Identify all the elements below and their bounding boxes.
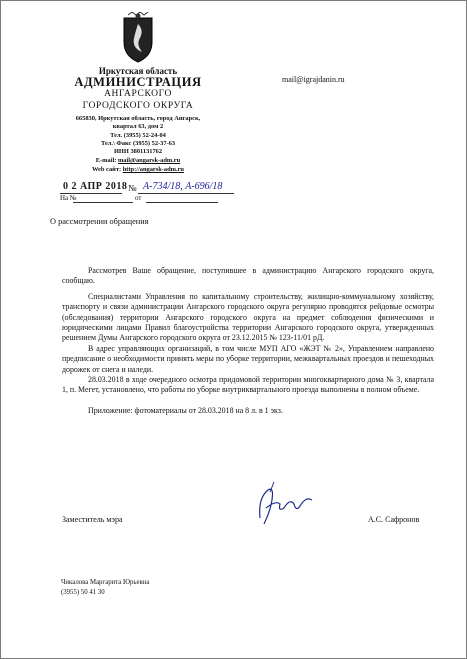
paragraph-2: Специалистами Управления по капитальному строительству, жилищно-коммунальному хозяйству, транспорту и связи администрации Ангарского городского округа регулярно проводятся рейдовые осмотры (обследования) территории Ангарского городского округа на предмет соблюдения физическими и юридическими лицами Правил благоустройства территории Ангарского городского округа, утвержденных решением Думы Ангарского городского округа от 23.12.2015 № 123-11/01 рД. <box>62 291 434 343</box>
web-link[interactable]: http://angarsk-adm.ru <box>122 166 184 173</box>
region-name: Иркутская область <box>98 66 178 76</box>
address-line-2: квартал 63, дом 2 <box>112 123 164 130</box>
number-underline <box>138 193 234 194</box>
executor-phone: (3955) 50 41 30 <box>61 589 105 596</box>
paragraph-3: В адрес управляющих организаций, в том числе МУП АГО «ЖЭТ № 2», Управлением направлено предписание о необходимости принять меры по уборке территории, межквартальных проездов и пешеходных дорожек от снега и наледи. <box>62 343 434 374</box>
handwritten-number: А-734/18, А-696/18 <box>143 181 223 192</box>
ref-from: от <box>135 194 142 202</box>
tel-line: Тел. (3955) 52-24-04 <box>110 132 166 139</box>
date-stamp: 0 2 АПР 2018 <box>63 181 128 192</box>
addressee-email: mail@igrajdanin.ru <box>282 75 345 84</box>
handwritten-signature <box>250 478 320 528</box>
ref-label: На № <box>60 194 77 202</box>
attachment-line: Приложение: фотоматериалы от 28.03.2018 на 8 л. в 1 экз. <box>88 405 283 415</box>
web-label: Web сайт: <box>92 166 123 173</box>
coat-of-arms-icon <box>118 12 158 64</box>
signer-position: Заместитель мэра <box>62 515 123 524</box>
letter-body <box>62 266 434 416</box>
inn-line: ИНН 3801131762 <box>113 148 163 155</box>
paragraph-1: Рассмотрев Ваше обращение, поступившее в администрацию Ангарского городского округа, сообщаю. <box>62 266 434 286</box>
email-link[interactable]: mail@angarsk-adm.ru <box>117 157 181 164</box>
email-line <box>38 157 238 164</box>
email-label: E-mail: <box>95 157 118 164</box>
number-prefix: № <box>128 183 137 193</box>
ref-number-underline <box>73 202 133 203</box>
city-line-2: ГОРОДСКОГО ОКРУГА <box>82 101 194 111</box>
web-line <box>38 166 238 173</box>
paragraph-4: 28.03.2018 в ходе очередного осмотра придомовой территории многоквартирного дома № 3, квартала 1, п. Мегет, установлено, что работы по уборке внутриквартального проезда выполнены в полном объеме. <box>62 375 434 395</box>
fax-line: Тел.\ Факс (3955) 52-37-63 <box>100 140 176 147</box>
executor-name: Чикалова Маргарита Юрьевна <box>61 579 150 586</box>
city-line-1: АНГАРСКОГО <box>104 89 172 99</box>
ref-date-underline <box>146 202 218 203</box>
administration-title: АДМИНИСТРАЦИЯ <box>74 75 202 89</box>
signer-name: А.С. Сафронов <box>368 515 420 524</box>
subject-line: О рассмотрении обращения <box>50 217 149 226</box>
address-line-1: 665830, Иркутская область, город Ангарск, <box>75 115 201 122</box>
